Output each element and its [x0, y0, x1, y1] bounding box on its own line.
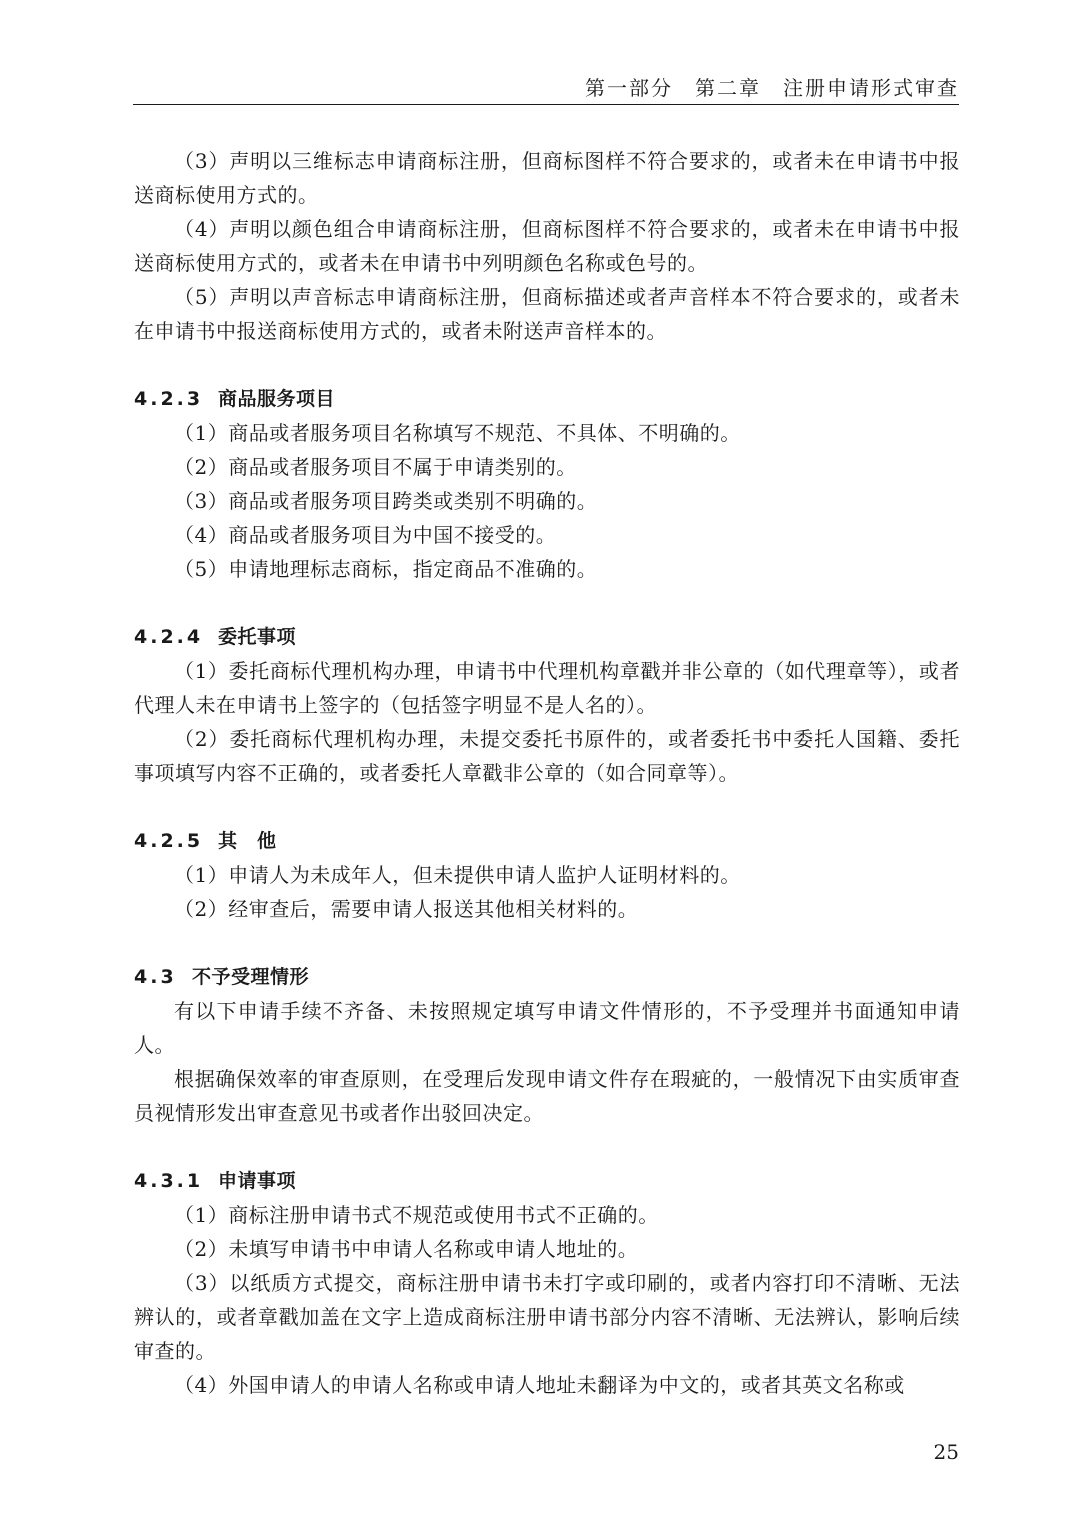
- section-heading-4-2-5: [134, 824, 960, 858]
- list-item: （1）申请人为未成年人，但未提供申请人监护人证明材料的。: [174, 863, 741, 887]
- section-title: 不予受理情形: [192, 966, 310, 988]
- section-title: 商品服务项目: [218, 388, 336, 410]
- spacer: [134, 586, 960, 620]
- list-item: （2）未填写申请书中申请人名称或申请人地址的。: [174, 1237, 639, 1261]
- list-item: （3）以纸质方式提交，商标注册申请书未打字或印刷的，或者内容打印不清晰、无法辨认的，或者章戳加盖在文字上造成商标注册申请书部分内容不清晰、无法辨认，影响后续审查的。: [134, 1271, 960, 1363]
- spacer: [134, 348, 960, 382]
- page-number: 25: [933, 1440, 959, 1464]
- section-heading-4-3: [134, 960, 960, 994]
- section-title: 委托事项: [218, 626, 297, 648]
- paragraph: 根据确保效率的审查原则，在受理后发现申请文件存在瑕疵的，一般情况下由实质审查员视情形发出审查意见书或者作出驳回决定。: [134, 1067, 960, 1125]
- section-title: 其 他: [218, 830, 277, 852]
- spacer: [134, 1130, 960, 1164]
- paragraph: （4）声明以颜色组合申请商标注册，但商标图样不符合要求的，或者未在申请书中报送商标使用方式的，或者未在申请书中列明颜色名称或色号的。: [134, 217, 960, 275]
- spacer: [134, 926, 960, 960]
- page-body: [134, 144, 960, 1402]
- section-number: 4.2.5: [134, 830, 204, 852]
- section-heading-4-2-3: [134, 382, 960, 416]
- section-number: 4.2.4: [134, 626, 204, 648]
- section-heading-4-2-4: [134, 620, 960, 654]
- list-item: （1）商标注册申请书式不规范或使用书式不正确的。: [174, 1203, 659, 1227]
- section-title: 申请事项: [218, 1170, 297, 1192]
- section-number: 4.2.3: [134, 388, 204, 410]
- list-item: （4）外国申请人的申请人名称或申请人地址未翻译为中文的，或者其英文名称或: [174, 1373, 905, 1397]
- section-heading-4-3-1: [134, 1164, 960, 1198]
- list-item: （4）商品或者服务项目为中国不接受的。: [174, 523, 557, 547]
- spacer: [134, 790, 960, 824]
- running-header: 第一部分 第二章 注册申请形式审查: [585, 76, 959, 100]
- list-item: （1）委托商标代理机构办理，申请书中代理机构章戳并非公章的（如代理章等），或者代理人未在申请书上签字的（包括签字明显不是人名的）。: [134, 659, 960, 717]
- section-number: 4.3: [134, 966, 177, 988]
- list-item: （5）申请地理标志商标，指定商品不准确的。: [174, 557, 598, 581]
- paragraph: 有以下申请手续不齐备、未按照规定填写申请文件情形的，不予受理并书面通知申请人。: [134, 999, 960, 1057]
- list-item: （2）委托商标代理机构办理，未提交委托书原件的，或者委托书中委托人国籍、委托事项填写内容不正确的，或者委托人章戳非公章的（如合同章等）。: [134, 727, 960, 785]
- header-rule: [133, 104, 959, 105]
- list-item: （2）商品或者服务项目不属于申请类别的。: [174, 455, 577, 479]
- section-number: 4.3.1: [134, 1170, 204, 1192]
- paragraph: （5）声明以声音标志申请商标注册，但商标描述或者声音样本不符合要求的，或者未在申请书中报送商标使用方式的，或者未附送声音样本的。: [134, 285, 960, 343]
- list-item: （2）经审查后，需要申请人报送其他相关材料的。: [174, 897, 639, 921]
- paragraph: （3）声明以三维标志申请商标注册，但商标图样不符合要求的，或者未在申请书中报送商标使用方式的。: [134, 149, 960, 207]
- list-item: （3）商品或者服务项目跨类或类别不明确的。: [174, 489, 598, 513]
- list-item: （1）商品或者服务项目名称填写不规范、不具体、不明确的。: [174, 421, 741, 445]
